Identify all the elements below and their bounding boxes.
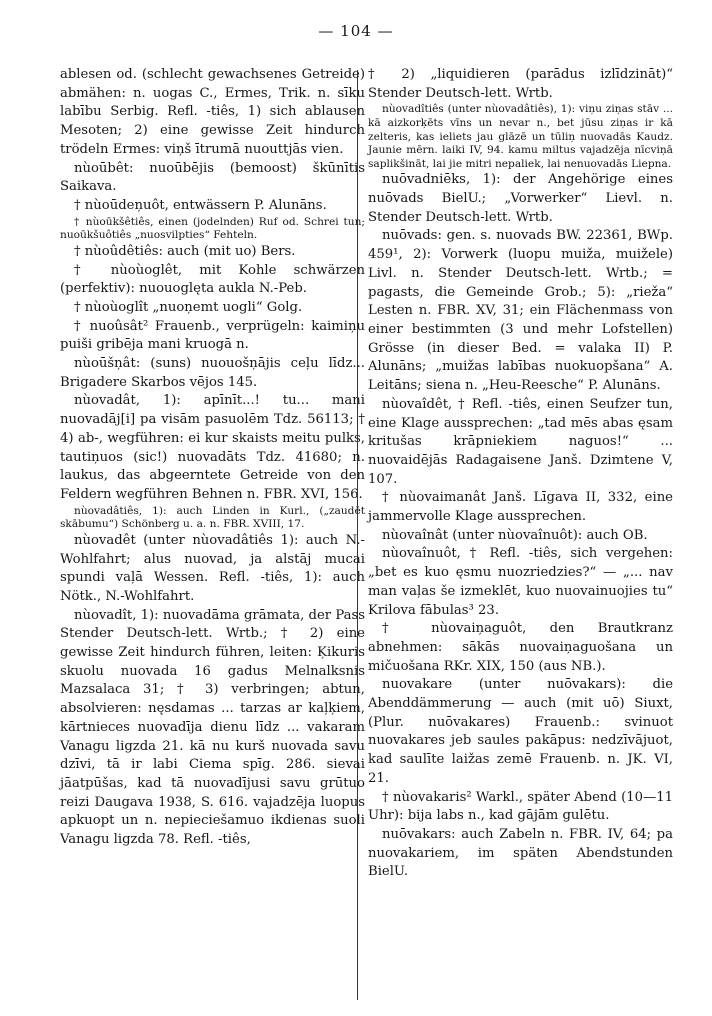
entry-paragraph: nuōvakars: auch Zabeln n. FBR. IV, 64; pa nuovakariem, im späten Abendstunden BielU. bbox=[368, 826, 673, 880]
entry-paragraph: † nùovaimanât Janš. Līgava II, 332, eine jammervolle Klage aussprechen. bbox=[368, 490, 673, 525]
entry-paragraph: nùovadêt (unter nùovadâtiês 1): auch N.-Wohlfahrt; alus nuovad, ja alstāj mucai spundi vaļā Wessen. Refl. -tiês, 1): auch Nötk., N.-Wohlfahrt. bbox=[60, 532, 365, 604]
entry-paragraph: † nùoûdêtiês: auch (mit uo) Bers. bbox=[74, 243, 296, 259]
entry-paragraph: † nùoùoglêt, mit Kohle schwärzen (perfektiv): nuouoglęta aukla N.-Peb. bbox=[60, 262, 365, 297]
entry-paragraph: nùovadît, 1): nuovadāma grāmata, der Pass Stender Deutsch-lett. Wrtb.; † 2) eine gewisse Zeit hindurch führen, leiten: Ķikuris skuolu nuovada 16 gadus Melnalksnis Mazsalaca 31; † 3) verbringen; abtun, absolvieren: nęsdamas ... tarzas ar kaļķiem, kārtnieces nuovadīja dienu līdz ... vakaram Vanagu ligzda 21. kā nu kurš nuovada savu dzīvi, tā ir labi Ciema spīg. 286. sievai jāatpūšas, kad tā nuovadījusi savu grūtuo reizi Daugava 1938, S. 616. vajadzēja luopus apkuopt un n. nepieciešamuo ikdienas suoli Vanagu ligzda 78. Refl. -tiês, bbox=[60, 607, 365, 848]
entry-paragraph: ablesen od. (schlecht gewachsenes Getreide) abmähen: n. uogas C., Ermes, Trik. n. sīku labību Serbig. Refl. -tiês, 1) sich ablausen Mesoten; 2) eine gewisse Zeit hindurch trödeln Ermes: viņš ītrumā nuouttjās vien. bbox=[60, 67, 365, 157]
entry-paragraph: nùovaîdêt, † Refl. -tiês, einen Seufzer tun, eine Klage aussprechen: „tad mēs abas ęsam kritušas krāpniekiem naguos!“ ... nuovaidējās Radagaisene Janš. Dzimtene V, 107. bbox=[368, 396, 673, 487]
entry-paragraph: nùovadîtiês (unter nùovadâtiês), 1): viņu ziņas stāv ... kā aizkorķēts vīns un nevar n., bet jūsu ziņas ir kā zelteris, kas ieliets jau glāzē un tūliņ nuovadās Kaudz. Jaunie mērn. laiki IV, 94. kamu miltus vajadzēja nīcviņā saplikšināt, lai jie mitri nepaliek, lai nenuovadās Liepna. bbox=[368, 103, 673, 170]
entry-paragraph: nùoūšņât: (suns) nuouošņājis ceļu līdz... Brigadere Skarbos vējos 145. bbox=[60, 356, 365, 390]
entry-paragraph: nuōvads: gen. s. nuovads BW. 22361, BWp. 459¹, 2): Vorwerk (luopu muiža, muižele) Livl. n. Stender Deutsch-lett. Wrtb.; = pagasts, die Gemeinde Grob.; 5): „rieža“ Lesten n. FBR. XV, 31; ein Flächenmass von einer bestimmten (3 und mehr Lofstellen) Grösse (in dieser Bed. = valaka II) P. Alunāns; „muižas labības nuokuopšana“ A. Leitāns; siena n. „Heu-Reesche“ P. Alunāns. bbox=[368, 228, 673, 394]
page-number: — 104 — bbox=[318, 22, 394, 40]
entry-paragraph: † nuoûsât² Frauenb., verprügeln: kaimiņu puiši gribēja mani kruogā n. bbox=[60, 318, 365, 353]
entry-paragraph: † nùovaiņaguôt, den Brautkranz abnehmen: sākās nuovaiņaguošana un mičuošana RKr. XIX, 150 (aus NB.). bbox=[368, 621, 673, 674]
entry-paragraph: † 2) „liquidieren (parādus izlīdzināt)“ Stender Deutsch-lett. Wrtb. bbox=[368, 67, 673, 101]
left-column bbox=[60, 66, 365, 850]
entry-paragraph: nùovadât, 1): apīnīt...! tu... mani nuovadāj[i] pa visām pasuolēm Tdz. 56113; † 4) ab-, wegführen: ei kur skaists meitu pulks, tautiņuos (sic!) nuovadāts Tdz. 41680; n. laukus, das abgeerntete Getreide von den Feldern wegführen Behnen n. FBR. XVI, 156. bbox=[60, 393, 365, 502]
entry-paragraph: nuovakare (unter nuōvakars): die Abenddämmerung — auch (mit uō) Siuxt, (Plur. nuōvakares) Frauenb.: svinuot nuovakares jeb saules pakāpus: nedzīvājuot, kad saulīte laižas zemē Frauenb. n. JK. VI, 21. bbox=[368, 677, 673, 786]
entry-paragraph: nùovaînuôt, † Refl. -tiês, sich vergehen: „bet es kuo ęsmu nuozriedzies?“ — „... nav man vaļas še izmeklēt, kuo nuovainuojies tu“ Krilova fābulas³ 23. bbox=[368, 546, 673, 618]
right-column bbox=[368, 66, 673, 882]
entry-paragraph: † nùoūkšêtiês, einen (jodelnden) Ruf od. Schrei tun; nuoūkšuôtiês „nuosvilpties“ Fehteln. bbox=[60, 215, 365, 242]
column-divider bbox=[357, 70, 358, 1000]
entry-paragraph: nùovaînât (unter nùovaînuôt): auch OB. bbox=[382, 527, 648, 543]
entry-paragraph: † nùoùoglît „nuoņemt uogli“ Golg. bbox=[74, 299, 303, 315]
entry-paragraph: nùoūbêt: nuoūbējis (bemoost) škūnītis Saikava. bbox=[60, 160, 365, 195]
entry-paragraph: † nùoūdeņuôt, entwässern P. Alunāns. bbox=[74, 197, 327, 213]
entry-paragraph: nùovadâtiês, 1): auch Linden in Kurl., („zaudēt skābumu“) Schönberg u. a. n. FBR. XVIII, 17. bbox=[60, 504, 365, 531]
entry-paragraph: nuōvadniēks, 1): der Angehörige eines nuōvads BielU.; „Vorwerker“ Lievl. n. Stender Deutsch-lett. Wrtb. bbox=[368, 172, 673, 225]
entry-paragraph: † nùovakaris² Warkl., später Abend (10—11 Uhr): bija labs n., kad gājām gulētu. bbox=[368, 789, 673, 824]
